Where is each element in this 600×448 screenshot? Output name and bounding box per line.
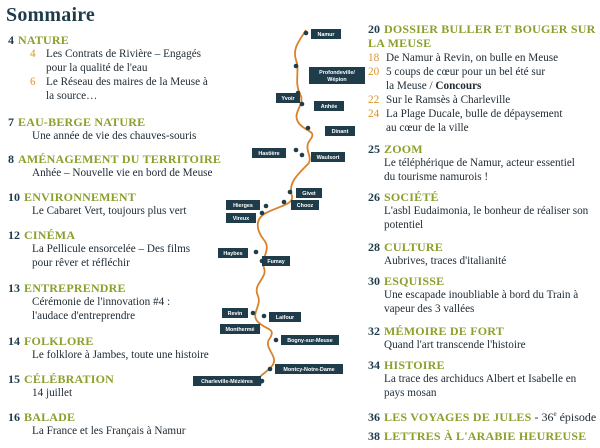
sub-entry xyxy=(368,93,596,107)
town-label-givet xyxy=(296,188,322,198)
town-label-montherme xyxy=(220,324,260,334)
town-label-fumay xyxy=(262,256,290,266)
svg-text:Laifour: Laifour xyxy=(275,315,295,321)
page-number: 38 xyxy=(368,429,380,443)
page-number: 30 xyxy=(368,274,380,288)
entry-description: Anhée – Nouvelle vie en bord de Meuse xyxy=(32,167,213,179)
section-title: DOSSIER BULLER ET BOUGER SUR LA MEUSE xyxy=(368,22,596,50)
town-dot xyxy=(260,211,265,216)
section-title: CINÉMA xyxy=(24,228,76,242)
svg-text:Revin: Revin xyxy=(227,311,243,317)
town-label-yvoir xyxy=(276,93,300,103)
section-title: ENVIRONNEMENT xyxy=(24,190,136,204)
town-label-revin xyxy=(222,308,248,318)
town-dot xyxy=(304,31,309,36)
town-dot xyxy=(254,250,259,255)
section-title: HISTOIRE xyxy=(384,358,445,372)
contest-label: Concours xyxy=(435,80,482,92)
town-dot xyxy=(274,338,279,343)
sub-page-number: 22 xyxy=(368,94,380,106)
sub-entry xyxy=(368,107,596,135)
town-dot xyxy=(294,148,299,153)
sub-entry-text: De Namur à Revin, on bulle en Meuse xyxy=(386,52,559,64)
sub-page-number: 4 xyxy=(30,48,36,60)
entry-description: Aubrives, traces d'italianité xyxy=(384,255,507,267)
town-dot xyxy=(288,190,293,195)
town-label-hastiere xyxy=(252,148,286,158)
toc-entry[interactable] xyxy=(368,407,596,424)
entry-description: La trace des archiducs Albert et Isabelle en pays mosan xyxy=(384,373,577,399)
section-title: LES VOYAGES DE JULES xyxy=(384,410,532,424)
svg-text:Yvoir: Yvoir xyxy=(281,96,295,102)
section-title: SOCIÉTÉ xyxy=(384,190,439,204)
entry-description: La France et les Français à Namur xyxy=(32,425,186,437)
page-number: 8 xyxy=(8,152,14,166)
sub-page-number: 18 xyxy=(368,52,380,64)
section-title: EAU-BERGE NATURE xyxy=(18,115,146,129)
section-title: CULTURE xyxy=(384,240,443,254)
toc-entry[interactable] xyxy=(368,358,593,400)
section-title: MÉMOIRE DE FORT xyxy=(384,324,504,338)
page-number: 13 xyxy=(8,281,20,295)
page-number: 4 xyxy=(8,33,14,47)
sub-entry-text: 5 coups de cœur pour un bel été sur la Meuse / xyxy=(386,66,546,92)
town-label-haybes xyxy=(218,248,248,258)
town-label-namur xyxy=(311,29,341,39)
entry-description: 14 juillet xyxy=(32,387,73,399)
episode-number: - 36 xyxy=(531,410,554,424)
svg-text:Hastière: Hastière xyxy=(258,151,280,157)
sub-entry-text: Le Réseau des maires de la Meuse à la source… xyxy=(46,76,208,102)
svg-text:Bogny-sur-Meuse: Bogny-sur-Meuse xyxy=(287,338,333,344)
svg-text:Montcy-Notre-Dame: Montcy-Notre-Dame xyxy=(283,367,335,373)
section-title: CÉLÉBRATION xyxy=(24,372,114,386)
svg-text:Givet: Givet xyxy=(302,191,316,197)
town-dot xyxy=(306,126,311,131)
page-title: Sommaire xyxy=(6,4,95,26)
town-label-montcy xyxy=(275,364,343,374)
section-title: AMÉNAGEMENT DU TERRITOIRE xyxy=(18,152,222,166)
town-label-bogny xyxy=(281,335,339,345)
town-label-waulsort xyxy=(311,152,345,162)
toc-entry[interactable] xyxy=(368,429,596,443)
svg-text:Charleville-Mézières: Charleville-Mézières xyxy=(201,379,253,385)
town-dot xyxy=(300,153,305,158)
town-label-chooz xyxy=(291,200,319,210)
svg-text:Vireux: Vireux xyxy=(232,216,250,222)
town-dot xyxy=(282,200,287,205)
page-number: 16 xyxy=(8,410,20,424)
sub-entry-text: Sur le Ramsès à Charleville xyxy=(386,94,511,106)
svg-text:Hierges: Hierges xyxy=(233,203,253,209)
page-number: 36 xyxy=(368,410,380,424)
page-number: 10 xyxy=(8,190,20,204)
section-title: ESQUISSE xyxy=(384,274,445,288)
toc-entry[interactable] xyxy=(368,22,596,135)
sub-page-number: 24 xyxy=(368,108,380,120)
svg-text:Monthermé: Monthermé xyxy=(225,327,255,333)
sub-page-number: 6 xyxy=(30,76,36,88)
toc-entry[interactable] xyxy=(368,324,588,352)
entry-description: La Pellicule ensorcelée – Des films pour rêver et réfléchir xyxy=(32,243,191,269)
toc-entry[interactable] xyxy=(368,190,593,232)
toc-entry[interactable] xyxy=(368,142,588,184)
town-dot xyxy=(300,102,305,107)
page-number: 26 xyxy=(368,190,380,204)
section-title: LETTRES À L'ARABIE HEUREUSE xyxy=(384,429,587,443)
town-dot xyxy=(264,204,269,209)
entry-description: Quand l'art transcende l'histoire xyxy=(384,339,526,351)
town-dot xyxy=(268,367,273,372)
section-title: ENTREPRENDRE xyxy=(24,281,126,295)
entry-description: Le Cabaret Vert, toujours plus vert xyxy=(32,205,187,217)
page-number: 28 xyxy=(368,240,380,254)
town-label-vireux xyxy=(226,213,256,223)
section-title: FOLKLORE xyxy=(24,334,94,348)
sub-entry-text: La Plage Ducale, bulle de dépaysement au cœur de la ville xyxy=(386,108,563,134)
svg-text:Chooz: Chooz xyxy=(296,203,314,209)
page-number: 12 xyxy=(8,228,20,242)
town-label-anhee xyxy=(314,101,344,111)
svg-text:Dinant: Dinant xyxy=(331,129,349,135)
page-number: 14 xyxy=(8,334,20,348)
section-title: ZOOM xyxy=(384,142,423,156)
entry-description: Cérémonie de l'innovation #4 : l'audace d'entreprendre xyxy=(32,296,171,322)
episode-suffix: e xyxy=(553,410,557,418)
page-number: 7 xyxy=(8,115,14,129)
entry-description: Une escapade inoubliable à bord du Train à vapeur des 3 vallées xyxy=(384,289,579,315)
entry-description: L'asbl Eudaimonia, le bonheur de réaliser son potentiel xyxy=(384,205,589,231)
entry-description: Le téléphérique de Namur, acteur essentiel du tourisme namurois ! xyxy=(384,157,575,183)
sub-page-number: 20 xyxy=(368,66,380,78)
svg-text:Profondeville/Wépion: Profondeville/ Wépion xyxy=(319,70,355,83)
sub-entry xyxy=(368,51,596,65)
town-label-dinant xyxy=(325,126,355,136)
entry-description: Une année de vie des chauves-souris xyxy=(32,130,197,142)
town-dot xyxy=(251,311,256,316)
svg-text:Haybes: Haybes xyxy=(223,251,243,257)
section-title: NATURE xyxy=(18,33,69,47)
sub-entry-text: Les Contrats de Rivière – Engagés pour la qualité de l'eau xyxy=(46,48,202,74)
page-number: 25 xyxy=(368,142,380,156)
toc-entry[interactable] xyxy=(368,274,593,316)
town-label-laifour xyxy=(269,312,301,322)
svg-text:Waulsort: Waulsort xyxy=(316,155,340,161)
town-label-profondeville xyxy=(309,67,365,84)
page-number: 34 xyxy=(368,358,380,372)
page-number: 15 xyxy=(8,372,20,386)
page-number: 20 xyxy=(368,22,380,36)
sub-entry xyxy=(368,65,596,93)
entry-description: Le folklore à Jambes, toute une histoire xyxy=(32,349,209,361)
toc-entry[interactable] xyxy=(368,240,588,268)
svg-text:Anhée: Anhée xyxy=(320,104,338,110)
town-label-charleville xyxy=(193,376,261,386)
svg-text:Fumay: Fumay xyxy=(267,259,285,265)
svg-text:Namur: Namur xyxy=(317,32,335,38)
page-number: 32 xyxy=(368,324,380,338)
section-title: BALADE xyxy=(24,410,76,424)
town-label-hierges xyxy=(226,200,260,210)
town-dot xyxy=(262,314,267,319)
town-dot xyxy=(294,64,299,69)
episode-label: épisode xyxy=(556,410,597,424)
